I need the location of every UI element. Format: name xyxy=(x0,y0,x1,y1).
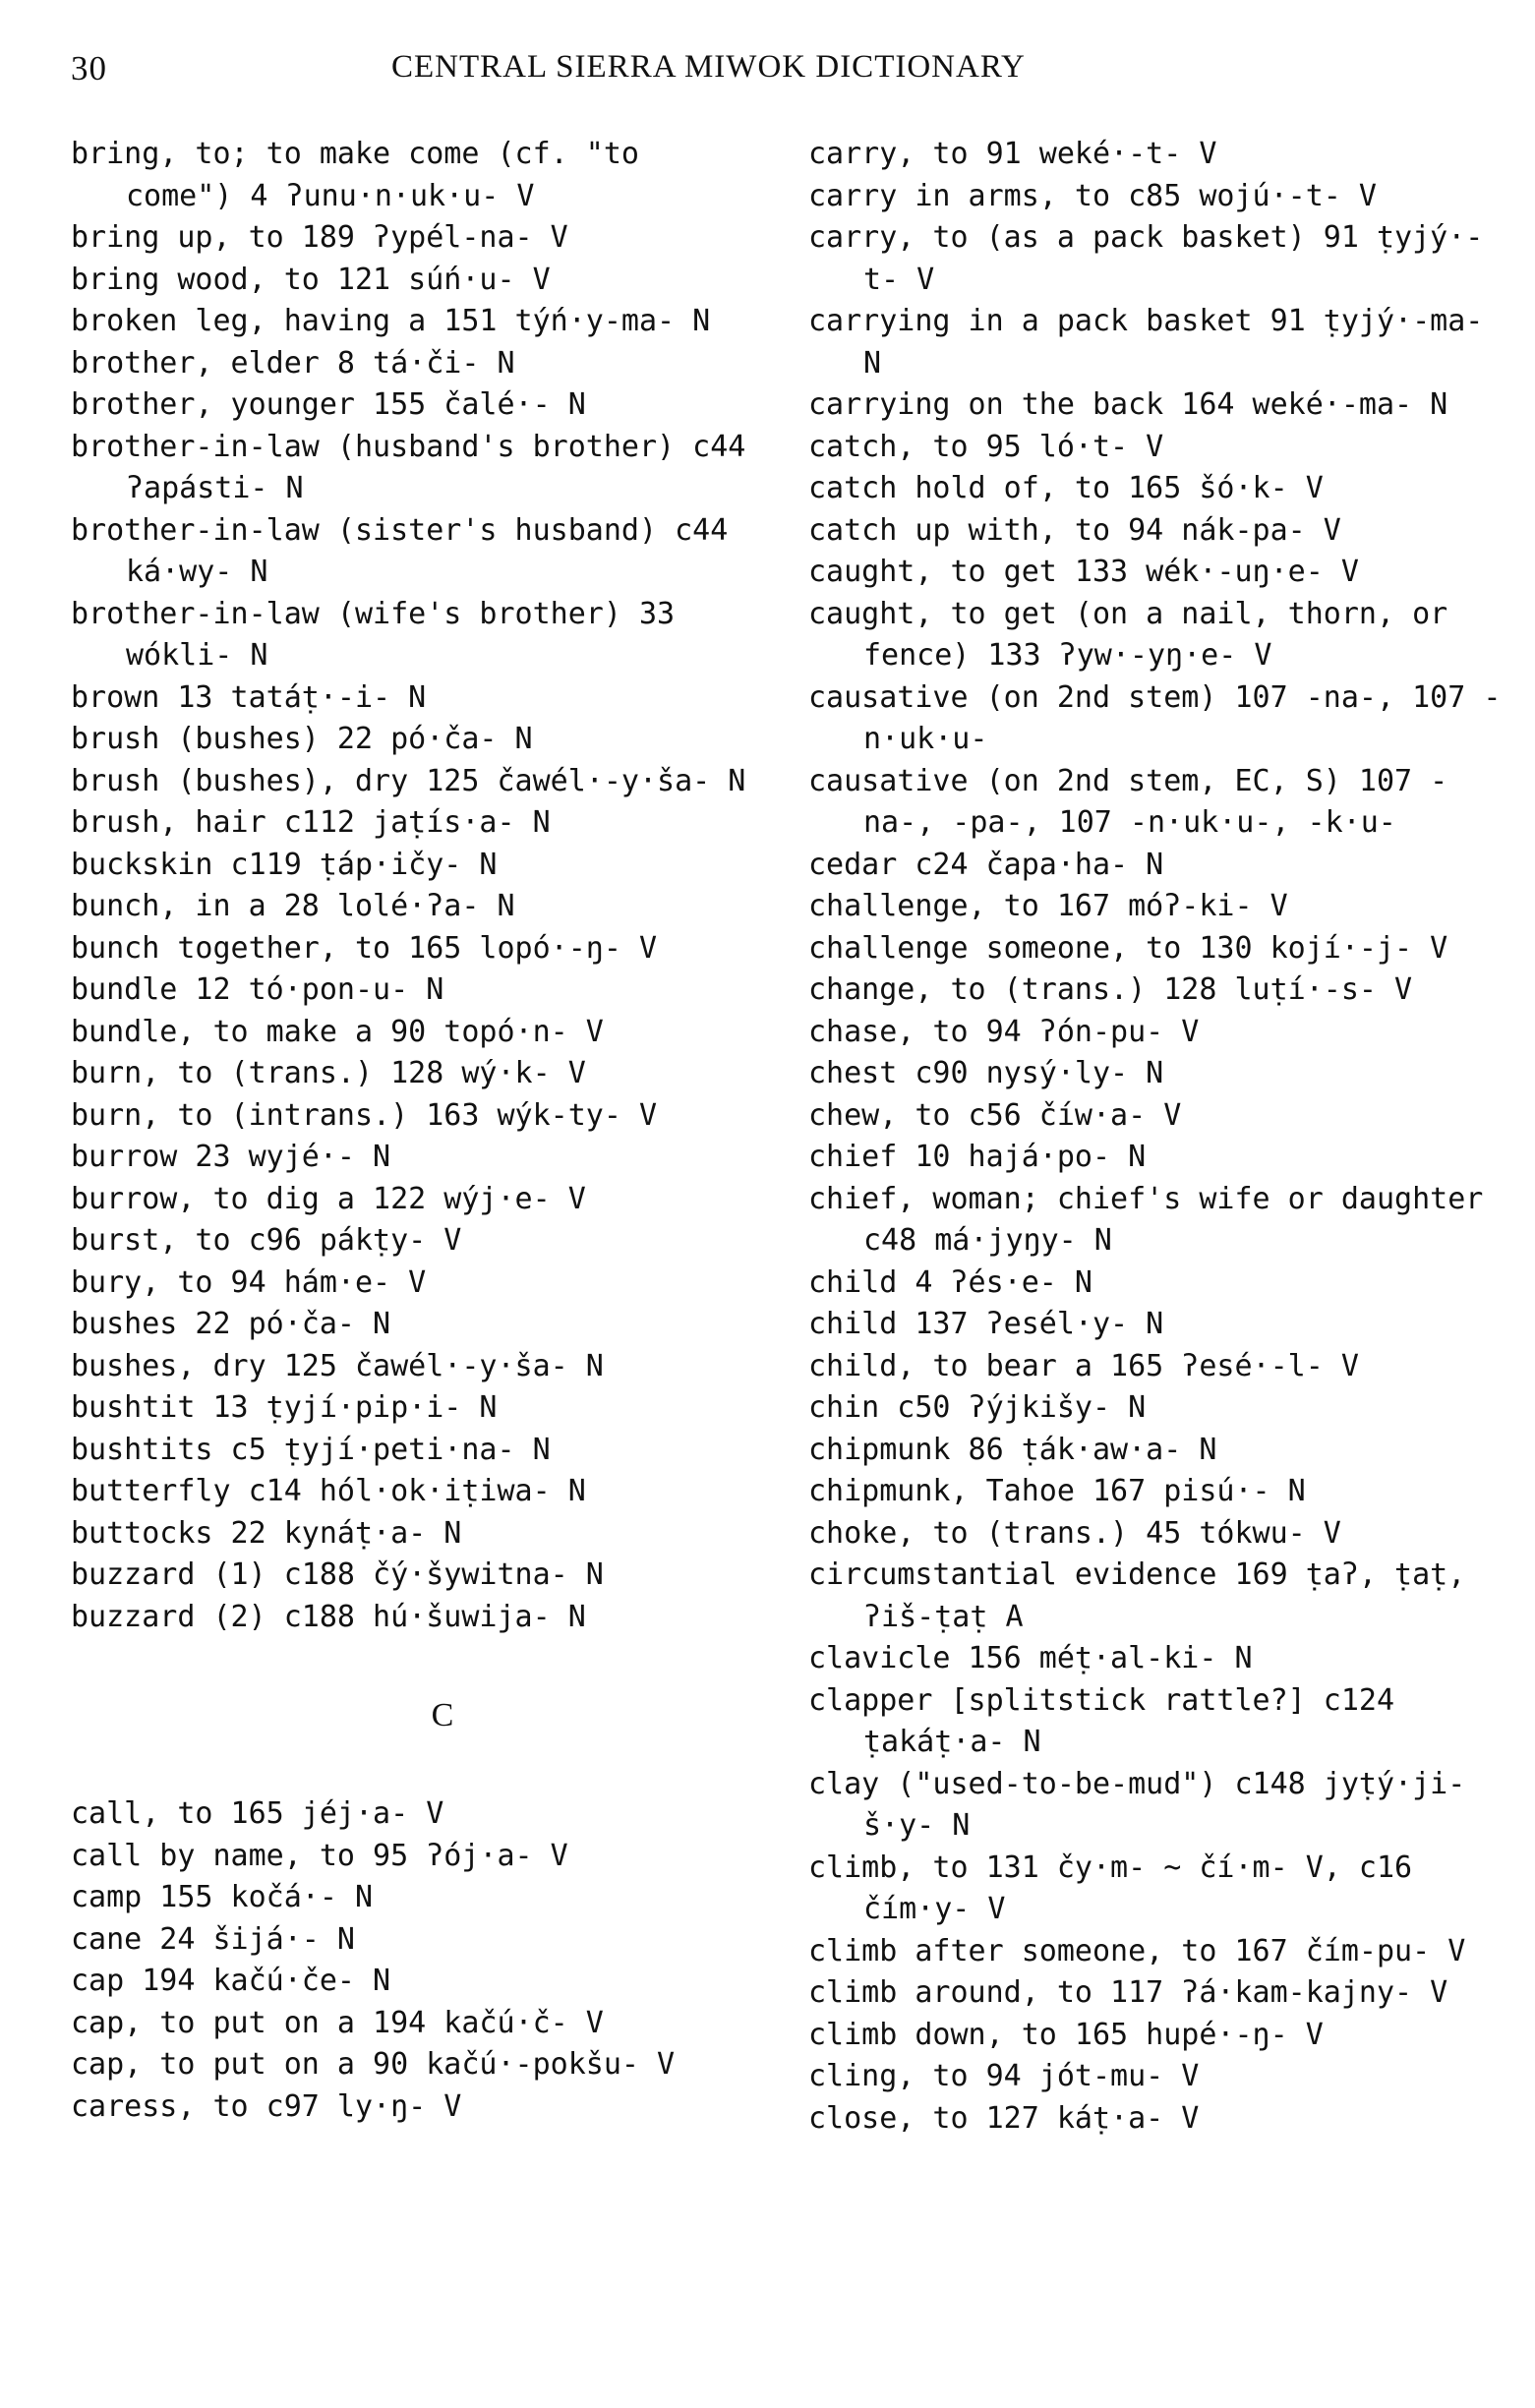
dictionary-entry: clavicle 156 méṭ·al-ki- N xyxy=(808,1641,1253,1675)
dictionary-entry: brush (bushes), dry 125 čawél·-y·ša- N xyxy=(71,763,746,798)
dictionary-entry: caught, to get (on a nail, thorn, or fence) 133 ʔyw·-yŋ·e- V xyxy=(808,596,1448,673)
dictionary-entry: carry, to 91 weké·-t- V xyxy=(808,137,1217,171)
dictionary-entry: burst, to c96 pákṭy- V xyxy=(71,1223,462,1258)
dictionary-entry: bushes, dry 125 čawél·-y·ša- N xyxy=(71,1348,604,1383)
dictionary-entry: chin c50 ʔýjkišy- N xyxy=(808,1390,1147,1425)
dictionary-entry: chief 10 hajá·po- N xyxy=(808,1140,1147,1174)
dictionary-entry: climb after someone, to 167 čím-pu- V xyxy=(808,1933,1466,1968)
dictionary-entry: catch hold of, to 165 šó·k- V xyxy=(808,471,1324,505)
dictionary-entry: bushes 22 pó·ča- N xyxy=(71,1307,391,1341)
dictionary-entry: cap, to put on a 194 kačú·č- V xyxy=(71,2005,604,2040)
dictionary-entry: chew, to c56 číw·a- V xyxy=(808,1097,1182,1133)
dictionary-entry: bundle 12 tó·pon-u- N xyxy=(71,972,444,1007)
dictionary-entry: cedar c24 čapa·ha- N xyxy=(808,847,1164,882)
dictionary-entry: brush (bushes) 22 pó·ča- N xyxy=(71,722,533,756)
dictionary-entry: bushtit 13 ṭyjí·pip·i- N xyxy=(71,1390,498,1425)
dictionary-entry: change, to (trans.) 128 luṭí·-s- V xyxy=(808,972,1413,1007)
dictionary-entry: child 137 ʔesél·y- N xyxy=(808,1307,1164,1341)
dictionary-entry: call by name, to 95 ʔój·a- V xyxy=(71,1838,568,1873)
page-number: 30 xyxy=(71,49,107,88)
left-column xyxy=(71,134,759,2128)
dictionary-entry: cap, to put on a 90 kačú·-pokšu- V xyxy=(71,2047,676,2082)
dictionary-entry: challenge, to 167 móʔ-ki- V xyxy=(808,889,1288,923)
dictionary-entry: buttocks 22 kynáṭ·a- N xyxy=(71,1515,462,1551)
dictionary-entry: carry in arms, to c85 wojú·-t- V xyxy=(808,178,1377,213)
dictionary-entry: bushtits c5 ṭyjí·peti·na- N xyxy=(71,1432,551,1467)
dictionary-entry: climb down, to 165 hupé·-ŋ- V xyxy=(808,2017,1324,2052)
dictionary-entry: chest c90 nysý·ly- N xyxy=(808,1056,1164,1090)
dictionary-entry: burrow, to dig a 122 wýj·e- V xyxy=(71,1181,586,1216)
dictionary-entry: climb around, to 117 ʔá·kam-kajny- V xyxy=(808,1975,1448,2010)
running-title: CENTRAL SIERRA MIWOK DICTIONARY xyxy=(391,49,1026,85)
dictionary-entry: brother, elder 8 tá·či- N xyxy=(71,345,515,381)
dictionary-entry: buzzard (2) c188 hú·šuwija- N xyxy=(71,1599,586,1634)
dictionary-entry: catch up with, to 94 nák-pa- V xyxy=(808,512,1341,548)
dictionary-entry: cap 194 kačú·če- N xyxy=(71,1964,391,1998)
dictionary-entry: cane 24 šijá·- N xyxy=(71,1921,355,1957)
dictionary-entry: carry, to (as a pack basket) 91 ṭyjý·-t- V xyxy=(808,220,1484,297)
dictionary-entry: butterfly c14 hól·ok·iṭiwa- N xyxy=(71,1474,586,1508)
dictionary-entry: buzzard (1) c188 čý·šywitna- N xyxy=(71,1557,604,1592)
dictionary-entry: caught, to get 133 wék·-uŋ·e- V xyxy=(808,555,1359,589)
dictionary-entry: close, to 127 káṭ·a- V xyxy=(808,2100,1200,2136)
dictionary-entry: bunch, in a 28 lolé·ʔa- N xyxy=(71,889,515,923)
dictionary-entry: brother-in-law (wife's brother) 33 wókli- N xyxy=(71,596,676,673)
dictionary-entry: burn, to (intrans.) 163 wýk-ty- V xyxy=(71,1097,658,1133)
dictionary-entry: brother-in-law (husband's brother) c44 ʔapásti- N xyxy=(71,429,746,505)
dictionary-entry: call, to 165 jéj·a- V xyxy=(71,1796,444,1831)
dictionary-entry: bury, to 94 hám·e- V xyxy=(71,1264,427,1300)
dictionary-entry: choke, to (trans.) 45 tókwu- V xyxy=(808,1515,1341,1551)
dictionary-entry: chief, woman; chief's wife or daughter c48 má·jyŋy- N xyxy=(808,1181,1484,1258)
dictionary-entry: broken leg, having a 151 tý́n·y-ma- N xyxy=(71,304,711,338)
dictionary-entry: camp 155 kočá·- N xyxy=(71,1880,374,1914)
dictionary-entry: brush, hair c112 jaṭís·a- N xyxy=(71,805,551,840)
dictionary-entry: buckskin c119 ṭáp·ičy- N xyxy=(71,847,498,882)
dictionary-entry: brown 13 tatáṭ·-i- N xyxy=(71,679,427,715)
dictionary-entry: causative (on 2nd stem) 107 -na-, 107 -n·uk·u- xyxy=(808,679,1502,756)
dictionary-entry: burn, to (trans.) 128 wý·k- V xyxy=(71,1056,586,1090)
entries-right-list xyxy=(808,134,1516,2140)
dictionary-entry: clay ("used-to-be-mud") c148 jyṭý·ji-š·y- N xyxy=(808,1766,1466,1843)
dictionary-entry: bring, to; to make come (cf. "to come") 4 ʔunu·n·uk·u- V xyxy=(71,137,639,213)
dictionary-entry: chipmunk 86 ṭák·aw·a- N xyxy=(808,1432,1217,1467)
dictionary-entry: circumstantial evidence 169 ṭaʔ, ṭaṭ, ʔiš-ṭaṭ A xyxy=(808,1557,1466,1634)
dictionary-entry: bunch together, to 165 lopó·-ŋ- V xyxy=(71,930,658,966)
dictionary-entry: child 4 ʔés·e- N xyxy=(808,1264,1092,1300)
dictionary-entry: cling, to 94 jót-mu- V xyxy=(808,2059,1200,2093)
dictionary-entry: chipmunk, Tahoe 167 pisú·- N xyxy=(808,1474,1306,1508)
dictionary-entry: brother-in-law (sister's husband) c44 ká·wy- N xyxy=(71,512,729,589)
dictionary-entry: carrying on the back 164 weké·-ma- N xyxy=(808,387,1448,422)
dictionary-entry: causative (on 2nd stem, EC, S) 107 -na-, -pa-, 107 -n·uk·u-, -k·u- xyxy=(808,763,1448,840)
dictionary-entry: carrying in a pack basket 91 ṭyjý·-ma- N xyxy=(808,304,1484,381)
dictionary-entry: bundle, to make a 90 topó·n- V xyxy=(71,1014,604,1049)
dictionary-entry: catch, to 95 ló·t- V xyxy=(808,429,1164,464)
section-letter: C xyxy=(431,1697,454,1733)
dictionary-entry: chase, to 94 ʔón-pu- V xyxy=(808,1014,1200,1049)
dictionary-entry: brother, younger 155 čalé·- N xyxy=(71,387,586,422)
dictionary-entry: challenge someone, to 130 kojí·-j- V xyxy=(808,930,1448,966)
dictionary-entry: climb, to 131 čy·m- ~ čí·m- V, c16 čím·y- V xyxy=(808,1850,1413,1926)
dictionary-entry: child, to bear a 165 ʔesé·-l- V xyxy=(808,1348,1359,1383)
entries-b-list xyxy=(71,134,759,1638)
dictionary-entry: burrow 23 wyjé·- N xyxy=(71,1140,391,1174)
right-column xyxy=(808,134,1516,2140)
dictionary-entry: clapper [splitstick rattle?] c124 ṭakáṭ·a- N xyxy=(808,1682,1395,1759)
entries-c-list xyxy=(71,1793,759,2128)
dictionary-entry: bring wood, to 121 sú́n·u- V xyxy=(71,262,551,297)
dictionary-entry: caress, to c97 ly·ŋ- V xyxy=(71,2088,462,2124)
page-header xyxy=(0,49,1535,98)
dictionary-entry: bring up, to 189 ʔypél-na- V xyxy=(71,220,568,255)
